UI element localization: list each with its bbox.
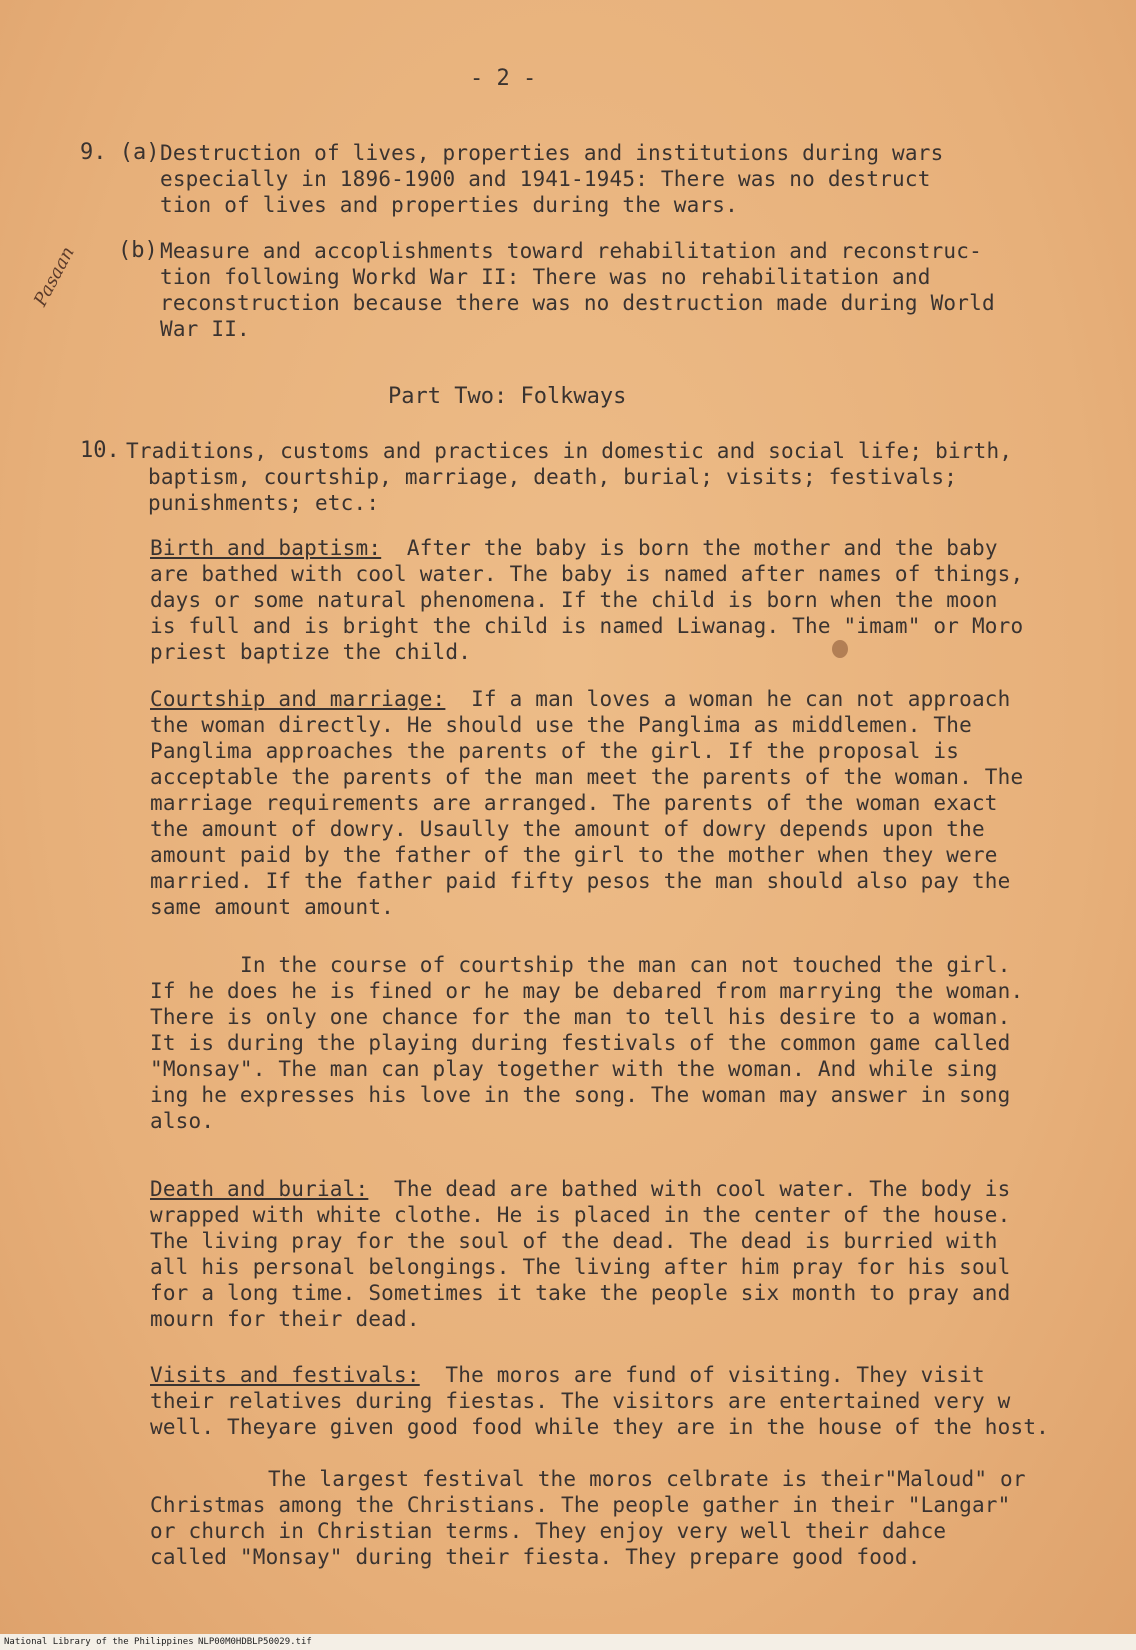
visits-text: The moros are fund of visiting. They visit <box>445 1363 985 1387</box>
courtship-line: Panglima approaches the parents of the girl. If the proposal is <box>150 739 960 763</box>
item-10-label: 10. <box>80 438 120 463</box>
courtship-heading: Courtship and marriage: <box>150 687 446 711</box>
visits-para2-line: Christmas among the Christians. The people gather in their "Langar" <box>150 1493 1011 1517</box>
item-9b-line: tion following Workd War II: There was no rehabilitation and <box>160 265 931 289</box>
birth-text: After the baby is born the mother and the baby <box>406 536 998 560</box>
visits-para2-line: or church in Christian terms. They enjoy very well their dahce <box>150 1519 947 1543</box>
death-line: wrapped with white clothe. He is placed in the center of the house. <box>150 1203 1011 1227</box>
item-9a-line: especially in 1896-1900 and 1941-1945: There was no destruct <box>160 167 931 191</box>
birth-first-line <box>150 535 998 561</box>
visits-heading: Visits and festivals: <box>150 1363 420 1387</box>
courtship-line: amount paid by the father of the girl to the mother when they were <box>150 843 998 867</box>
courtship-para2-line: In the course of courtship the man can not touched the girl. <box>240 953 1011 977</box>
courtship-para2-line: ing he expresses his love in the song. The woman may answer in song <box>150 1083 1011 1107</box>
visits-para2-line: called "Monsay" during their fiesta. They prepare good food. <box>150 1545 921 1569</box>
ink-stain <box>832 640 848 658</box>
death-text: The dead are bathed with cool water. The body is <box>394 1177 1011 1201</box>
birth-line: days or some natural phenomena. If the child is born when the moon <box>150 588 998 612</box>
visits-line: their relatives during fiestas. The visitors are entertained very w <box>150 1389 1011 1413</box>
death-line: mourn for their dead. <box>150 1307 420 1331</box>
visits-para2-line: The largest festival the moros celbrate is their"Maloud" or <box>268 1467 1026 1491</box>
item-9b-line: War II. <box>160 317 250 341</box>
item-10-line: baptism, courtship, marriage, death, burial; visits; festivals; <box>148 465 958 489</box>
courtship-para2-line: If he does he is fined or he may be debared from marrying the woman. <box>150 979 1024 1003</box>
birth-heading: Birth and baptism: <box>150 536 382 560</box>
courtship-para2-line: "Monsay". The man can play together with the woman. And while sing <box>150 1057 998 1081</box>
item-9b-line: reconstruction because there was no destruction made during World <box>160 291 995 315</box>
death-first-line <box>150 1176 1011 1202</box>
courtship-line: marriage requirements are arranged. The parents of the woman exact <box>150 791 998 815</box>
courtship-para2-line: It is during the playing during festivals of the common game called <box>150 1031 1011 1055</box>
courtship-line: the amount of dowry. Usaully the amount of dowry depends upon the <box>150 817 985 841</box>
death-heading: Death and burial: <box>150 1177 369 1201</box>
part-two-heading: Part Two: Folkways <box>388 384 627 409</box>
visits-line: well. Theyare given good food while they are in the house of the host. <box>150 1415 1050 1439</box>
footer-library: National Library of the Philippines <box>4 1637 194 1647</box>
item-9b-label: (b) <box>118 238 158 263</box>
death-line: The living pray for the soul of the dead. The dead is burried with <box>150 1229 998 1253</box>
page-number: - 2 - <box>470 66 537 91</box>
courtship-text: If a man loves a woman he can not approach <box>471 687 1011 711</box>
courtship-line: married. If the father paid fifty pesos the man should also pay the <box>150 869 1011 893</box>
courtship-line: acceptable the parents of the man meet the parents of the woman. The <box>150 765 1024 789</box>
courtship-line: same amount amount. <box>150 895 395 919</box>
item-9a-line: Destruction of lives, properties and institutions during wars <box>160 141 944 165</box>
courtship-para2-line: There is only one chance for the man to tell his desire to a woman. <box>150 1005 1011 1029</box>
visits-first-line <box>150 1362 985 1388</box>
death-line: for a long time. Sometimes it take the people six month to pray and <box>150 1281 1011 1305</box>
courtship-first-line <box>150 686 1011 712</box>
courtship-para2-line: also. <box>150 1109 215 1133</box>
margin-note: Pasaan <box>30 243 79 310</box>
courtship-line: the woman directly. He should use the Panglima as middlemen. The <box>150 713 972 737</box>
birth-line: are bathed with cool water. The baby is named after names of things, <box>150 562 1024 586</box>
item-9b-line: Measure and accoplishments toward rehabilitation and reconstruc- <box>160 239 982 263</box>
death-line: all his personal belongings. The living after him pray for his soul <box>150 1255 1011 1279</box>
item-10-line: Traditions, customs and practices in domestic and social life; birth, <box>126 439 1013 463</box>
birth-line: priest baptize the child. <box>150 640 472 664</box>
footer-filename: NLP00M0HDBLP50029.tif <box>198 1637 312 1647</box>
birth-line: is full and is bright the child is named Liwanag. The "imam" or Moro <box>150 614 1024 638</box>
item-10-line: punishments; etc.: <box>148 491 380 515</box>
item-9a-line: tion of lives and properties during the wars. <box>160 193 738 217</box>
item-9a-label: 9. (a) <box>80 140 160 165</box>
